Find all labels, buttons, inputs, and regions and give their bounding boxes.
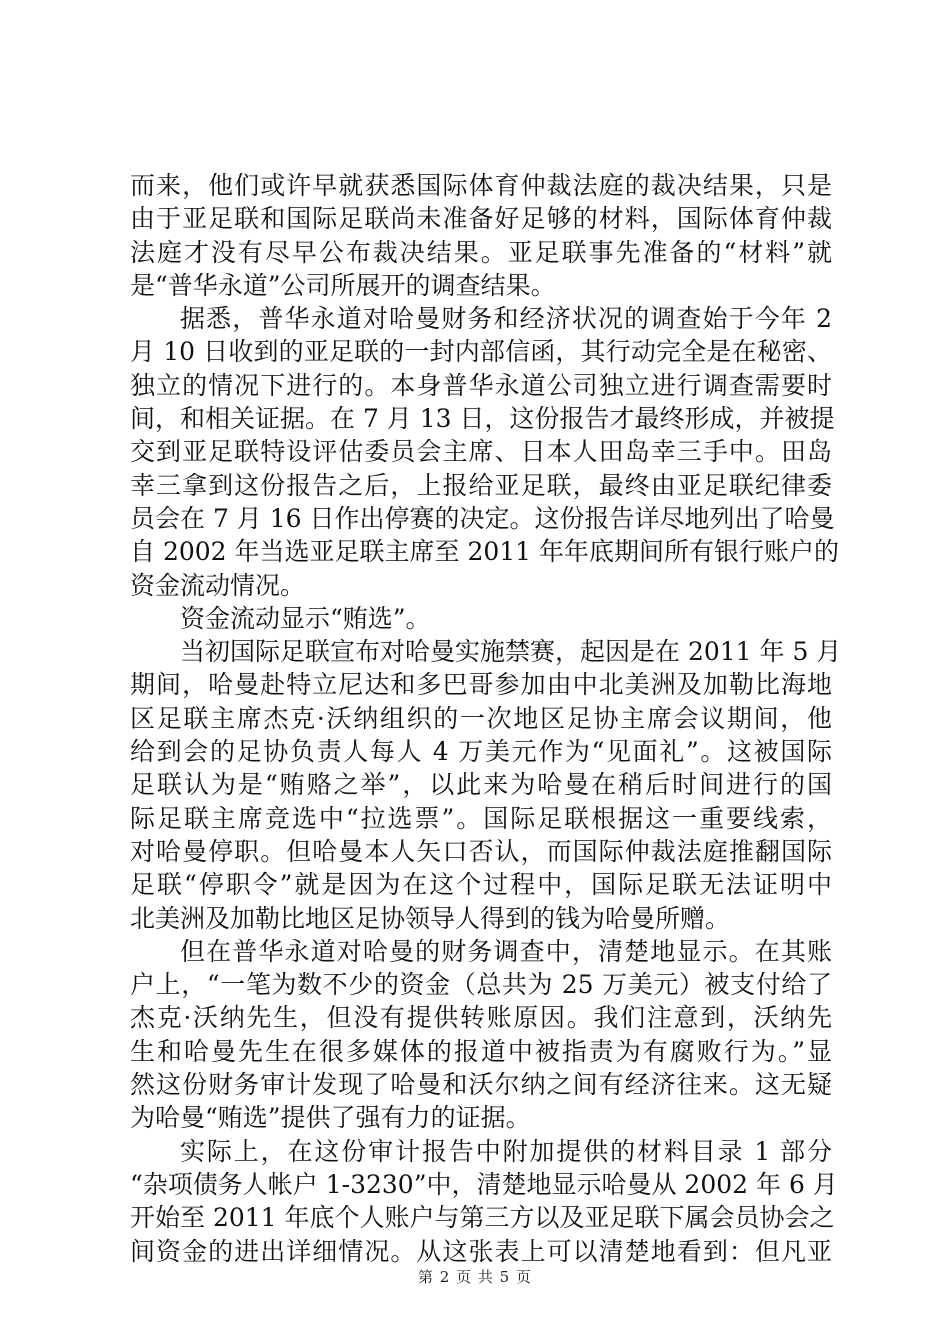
body-line: 间资金的进出详细情况。从这张表上可以清楚地看到：但凡亚	[130, 1236, 832, 1266]
section-heading: 资金流动显示“贿选”。	[180, 603, 431, 633]
body-line: “杂项债务人帐户 1-3230”中，清楚地显示哈曼从 2002 年 6 月	[130, 1169, 838, 1199]
body-line: 给到会的足协负责人每人 4 万美元作为“见面礼”。这被国际	[130, 737, 832, 767]
body-line: 然这份财务审计发现了哈曼和沃尔纳之间有经济往来。这无疑	[130, 1070, 832, 1100]
body-line: 为哈曼“贿选”提供了强有力的证据。	[130, 1103, 531, 1133]
article-body	[130, 169, 842, 1268]
body-line: 足联“停职令”就是因为在这个过程中，国际足联无法证明中	[130, 870, 832, 900]
body-line: 期间，哈曼赴特立尼达和多巴哥参加由中北美洲及加勒比海地	[130, 670, 832, 700]
body-line: 当初国际足联宣布对哈曼实施禁赛，起因是在 2011 年 5 月	[180, 637, 842, 667]
body-line: 是“普华永道”公司所展开的调查结果。	[130, 270, 556, 300]
body-line: 据悉，普华永道对哈曼财务和经济状况的调查始于今年 2	[180, 304, 832, 334]
body-line: 实际上，在这份审计报告中附加提供的材料目录 1 部分	[180, 1136, 832, 1166]
body-line: 际足联主席竞选中“拉选票”。国际足联根据这一重要线索，	[130, 803, 832, 833]
body-line: 开始至 2011 年底个人账户与第三方以及亚足联下属会员协会之	[130, 1203, 835, 1233]
body-line: 交到亚足联特设评估委员会主席、日本人田岛幸三手中。田岛	[130, 437, 832, 467]
body-line: 自 2002 年当选亚足联主席至 2011 年年底期间所有银行账户的	[130, 537, 840, 567]
page-number-footer: 第 2 页 共 5 页	[418, 1268, 532, 1286]
body-line: 生和哈曼先生在很多媒体的报道中被指责为有腐败行为。”显	[130, 1036, 832, 1066]
body-line: 由于亚足联和国际足联尚未准备好足够的材料，国际体育仲裁	[130, 204, 832, 234]
body-line: 北美洲及加勒比地区足协领导人得到的钱为哈曼所赠。	[130, 903, 731, 933]
body-line: 对哈曼停职。但哈曼本人矢口否认，而国际仲裁法庭推翻国际	[130, 836, 832, 866]
body-line: 员会在 7 月 16 日作出停赛的决定。这份报告详尽地列出了哈曼	[130, 503, 835, 533]
body-line: 月 10 日收到的亚足联的一封内部信函，其行动完全是在秘密、	[130, 337, 832, 367]
body-line: 幸三拿到这份报告之后，上报给亚足联，最终由亚足联纪律委	[130, 470, 832, 500]
body-line: 足联认为是“贿赂之举”，以此来为哈曼在稍后时间进行的国	[130, 770, 832, 800]
body-line: 独立的情况下进行的。本身普华永道公司独立进行调查需要时	[130, 370, 832, 400]
body-line: 资金流动情况。	[130, 570, 306, 600]
body-line: 但在普华永道对哈曼的财务调查中，清楚地显示。在其账	[180, 936, 832, 966]
body-line: 户上，“一笔为数不少的资金（总共为 25 万美元）被支付给了	[130, 970, 832, 1000]
body-line: 间，和相关证据。在 7 月 13 日，这份报告才最终形成，并被提	[130, 404, 835, 434]
body-line: 区足联主席杰克·沃纳组织的一次地区足协主席会议期间，他	[130, 703, 832, 733]
body-line: 而来，他们或许早就获悉国际体育仲裁法庭的裁决结果，只是	[130, 171, 832, 200]
body-line: 杰克·沃纳先生，但没有提供转账原因。我们注意到，沃纳先	[130, 1003, 832, 1033]
body-line: 法庭才没有尽早公布裁决结果。亚足联事先准备的“材料”就	[130, 237, 832, 267]
